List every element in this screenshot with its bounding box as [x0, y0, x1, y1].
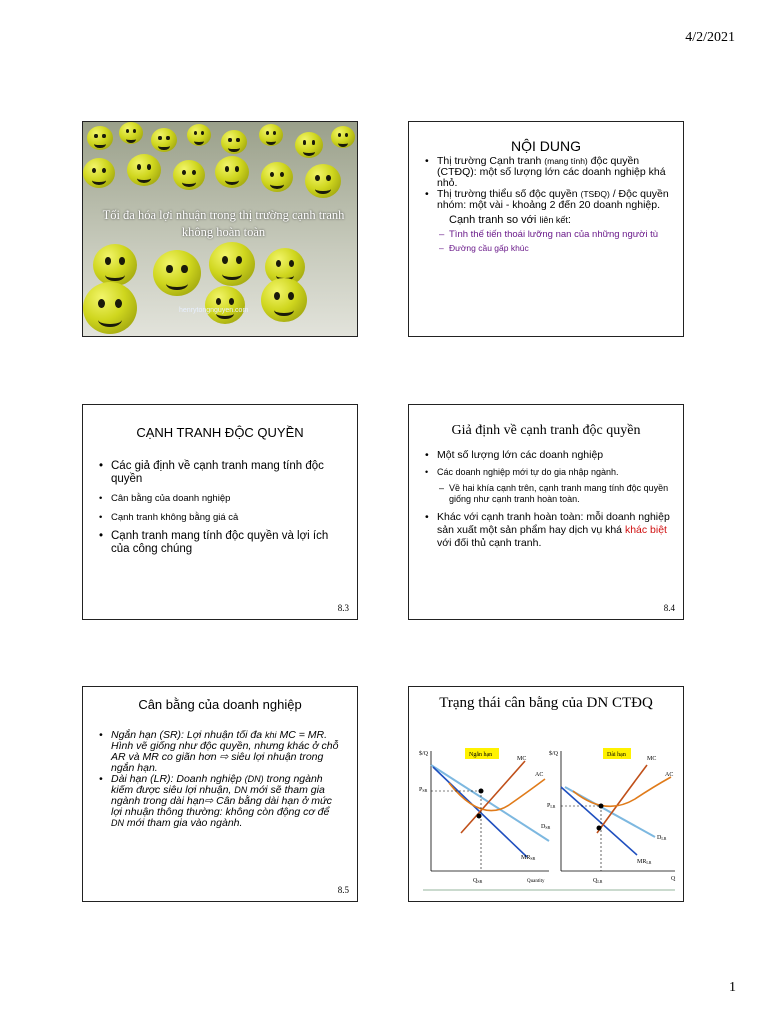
lr-y-label: $/Q — [549, 751, 558, 757]
sr-demand-curve — [431, 765, 549, 841]
slide-5-bullet-2: • Dài hạn (LR): Doanh nghiệp (DN) trong ngành kiếm được siêu lợi nhuận, DN mới sẽ tham gia ngành trong dài hạn⇨ Cân bằng dài hạn ở mức lợi nhuận thông thường: không còn động cơ để DN mới tham gia vào ngành. — [97, 774, 343, 829]
slide-4-bullet-1: • Một số lượng lớn các doanh nghiệp — [423, 449, 671, 462]
sr-ac-curve — [449, 779, 545, 811]
sr-q-label: QSR — [473, 878, 483, 884]
sr-y-label: $/Q — [419, 751, 428, 757]
lr-mc-label: MC — [647, 756, 657, 762]
lr-mc-mr-point — [597, 826, 602, 831]
sr-mc-curve — [461, 761, 525, 833]
slide-2-bullet-1: • Thị trường Cạnh tranh (mang tính) độc quyền (CTĐQ): một số lượng lớn các doanh nghiệp khá nhỏ. — [423, 156, 671, 189]
slide-3-bullet-3: • Cạnh tranh không bằng giá cả — [97, 511, 345, 524]
slide-1-title: Tối đa hóa lợi nhuận trong thị trường cạnh tranh không hoàn toàn — [102, 208, 345, 239]
sr-d-label: DSR — [541, 824, 551, 830]
slide-6-title: Trạng thái cân bằng của DN CTĐQ — [439, 695, 653, 711]
lr-d-label: DLR — [657, 835, 667, 841]
slide-2 — [408, 121, 684, 337]
sr-ac-label: AC — [535, 772, 544, 778]
slide-4-sub: – Về hai khía cạnh trên, cạnh tranh mang tính độc quyền giống như cạnh tranh hoàn toàn. — [439, 483, 669, 504]
slide-4 — [408, 404, 684, 620]
slide-3-bullet-1: • Các giả định về cạnh tranh mang tính độc quyền — [97, 460, 345, 486]
slide-2-sub-1: – Tình thế tiến thoái lưỡng nan của những người tù — [439, 229, 659, 240]
page-number: 1 — [729, 980, 736, 995]
photo-watermark: henrytongnguyen.com — [179, 307, 249, 314]
lr-mc-curve — [597, 765, 647, 833]
short-run-panel — [419, 748, 551, 884]
slide-4-bullets — [423, 449, 671, 479]
slide-3-title: CẠNH TRANH ĐỘC QUYỀN — [136, 425, 304, 440]
slide-4-bullet-3: • Khác với cạnh tranh hoàn toàn: mỗi doanh nghiệp sản xuất một sản phẩm hay dịch vụ khá khác biệt với đối thủ cạnh tranh. — [423, 511, 671, 550]
lr-ac-curve — [573, 777, 671, 806]
slide-5 — [82, 686, 358, 902]
slide-4-bullets-2 — [423, 511, 671, 550]
slide-2-bullets — [423, 156, 671, 211]
slide-4-number: 8.4 — [663, 603, 675, 613]
slide-5-number: 8.5 — [337, 885, 349, 895]
slide-3-bullets — [97, 460, 345, 556]
lr-x-label: Q — [671, 876, 676, 882]
slide-4-title: Giả định về cạnh tranh độc quyền — [451, 423, 641, 438]
slide-5-bullets — [97, 730, 343, 829]
slide-1 — [82, 121, 358, 337]
sr-mc-mr-point — [477, 814, 482, 819]
slide-3-bullet-4: • Cạnh tranh mang tính độc quyền và lợi ích của công chúng — [97, 530, 345, 556]
sr-x-label: Quantity — [527, 879, 545, 884]
sr-tag: Ngắn hạn — [469, 752, 493, 758]
slide-6 — [408, 686, 684, 902]
sr-price-point — [479, 789, 484, 794]
slide-3-number: 8.3 — [337, 603, 349, 613]
slide-2-sub-2: – Đường cầu gấp khúc — [439, 243, 529, 253]
page-date: 4/2/2021 — [685, 30, 735, 45]
slide-3 — [82, 404, 358, 620]
sr-p-label: PSR — [419, 787, 428, 793]
lr-tangency-point — [599, 804, 604, 809]
slide-2-bullet-2: • Thị trường thiểu số độc quyền (TSĐQ) / Độc quyền nhóm: một vài - khoảng 2 đến 20 doanh nghiệp. — [423, 189, 671, 211]
lr-tag: Dài hạn — [607, 752, 626, 758]
slide-3-bullet-2: • Cân bằng của doanh nghiệp — [97, 492, 345, 505]
long-run-panel — [547, 748, 676, 884]
lr-mr-label: MRLR — [637, 859, 652, 865]
equilibrium-diagrams — [409, 687, 684, 902]
sr-mc-label: MC — [517, 756, 527, 762]
slide-4-bullet-2: • Các doanh nghiệp mới tự do gia nhập ngành. — [423, 466, 671, 479]
slide-2-title: NỘI DUNG — [511, 138, 581, 154]
lr-p-label: PLR — [547, 803, 556, 809]
slide-2-line-3: Cạnh tranh so với liên kết: — [449, 214, 571, 226]
lr-ac-label: AC — [665, 772, 674, 778]
sr-mr-label: MRSR — [521, 855, 536, 861]
slide-5-title: Cân bằng của doanh nghiệp — [138, 697, 302, 712]
lr-q-label: QLR — [593, 878, 603, 884]
slide-5-bullet-1: • Ngắn hạn (SR): Lợi nhuận tối đa khi MC = MR. Hình vẽ giống như độc quyền, nhưng khác ở chỗ AR và MR co giãn hơn ⇨ siêu lợi nhuận trong ngắn hạn. — [97, 730, 343, 774]
